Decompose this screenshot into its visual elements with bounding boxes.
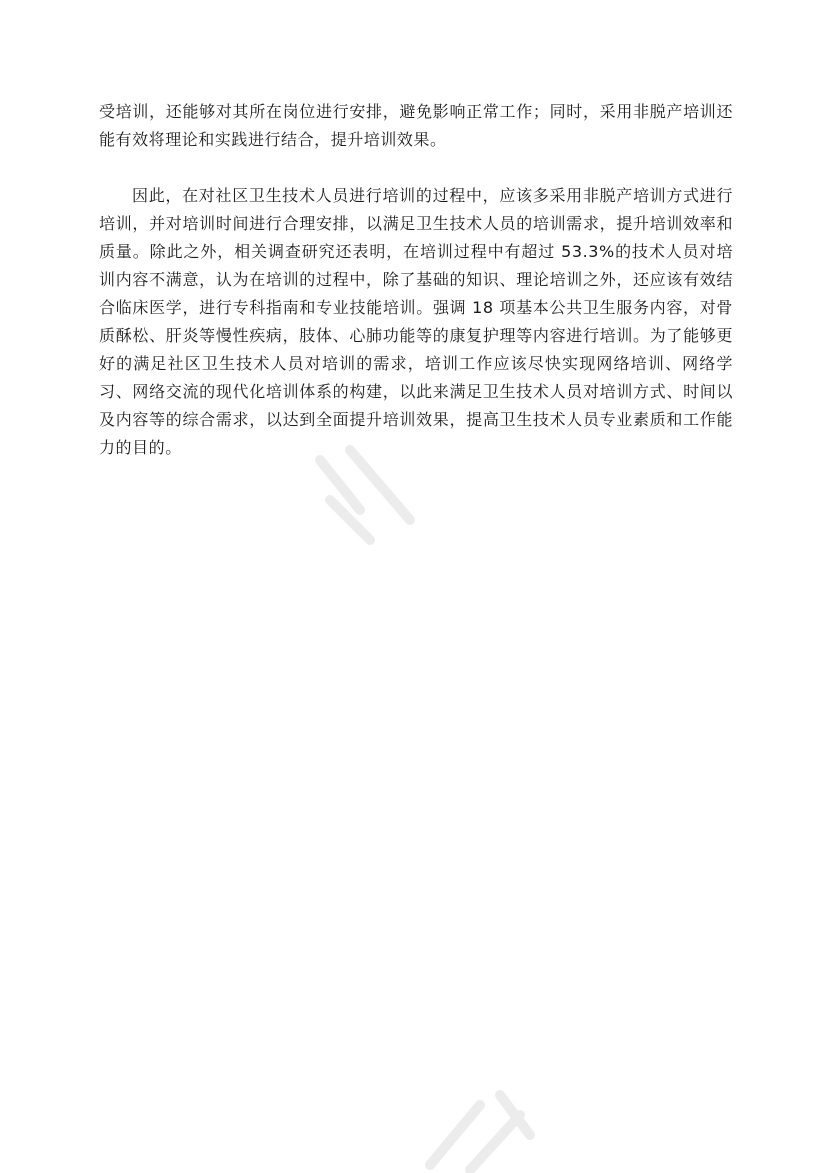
document-body xyxy=(99,98,733,462)
watermark-mark-bottom xyxy=(420,1075,540,1173)
paragraph-training-arrangement: 受培训，还能够对其所在岗位进行安排，避免影响正常工作；同时，采用非脱产培训还能有效将理论和实践进行结合，提升培训效果。 xyxy=(99,102,733,149)
paragraph-training-recommendations: 因此，在对社区卫生技术人员进行培训的过程中，应该多采用非脱产培训方式进行培训，并对培训时间进行合理安排，以满足卫生技术人员的培训需求，提升培训效率和质量。除此之外，相关调查研究还表明，在培训过程中有超过 53.3%的技术人员对培训内容不满意，认为在培训的过程中，除了基础的知识、理论培训之外，还应该有效结合临床医学，进行专科指南和专业技能培训。强调 18 项基本公共卫生服务内容，对骨质酥松、肝炎等慢性疾病，肢体、心肺功能等的康复护理等内容进行培训。为了能够更好的满足社区卫生技术人员对培训的需求，培训工作应该尽快实现网络培训、网络学习、网络交流的现代化培训体系的构建，以此来满足卫生技术人员对培训方式、时间以及内容等的综合需求，以达到全面提升培训效果，提高卫生技术人员专业素质和工作能力的目的。 xyxy=(99,186,733,457)
